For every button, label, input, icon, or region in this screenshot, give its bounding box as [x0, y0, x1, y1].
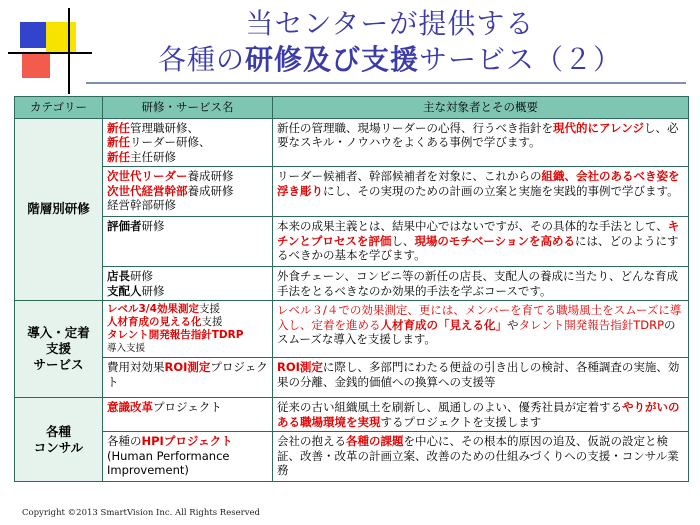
- description-cell: 会社の抱える各種の課題を中心に、その根本的原因の追及、仮説の設定と検証、改善・改革の計画立案、改善のための仕組みづくりへの支援・コンサル業務: [273, 432, 689, 482]
- service-cell: 費用対効果ROI測定プロジェクト: [103, 358, 273, 398]
- table-row: [15, 217, 689, 267]
- service-cell: 評価者研修: [103, 217, 273, 267]
- header-description: 主な対象者とその概要: [273, 97, 689, 119]
- category-implementation: 導入・定着 支援 サービス: [15, 301, 103, 398]
- service-cell: レベル3/4効果測定支援 人材育成の見える化支援 タレント開発報告指針TDRP 導入支援: [103, 301, 273, 358]
- page-title: [100, 6, 680, 78]
- copyright-text: Copyright ©2013 SmartVision Inc. All Rights Reserved: [22, 508, 260, 518]
- logo-block-blue: [20, 22, 46, 48]
- title-line-1: 当センターが提供する: [245, 7, 535, 40]
- table-row: [15, 398, 689, 432]
- description-cell: リーダー候補者、幹部候補者を対象に、これからの組織、会社のあるべき姿を浮き彫りにし、その実現のための計画の立案と実施を実践的事例で学びます。: [273, 167, 689, 217]
- table-row: [15, 432, 689, 482]
- description-cell: レベル３/４での効果測定、更には、メンバーを育てる職場風土をスムーズに導入し、定着を進める人材育成の「見える化」やタレント開発報告指針TDRPのスムーズな導入を支援します。: [273, 301, 689, 358]
- table-row: [15, 301, 689, 358]
- table-row: [15, 118, 689, 167]
- description-cell: 新任の管理職、現場リーダーの心得、行うべき指針を現代的にアレンジし、必要なスキル・ノウハウをよくある事例で学びます。: [273, 118, 689, 167]
- header-service: 研修・サービス名: [103, 97, 273, 119]
- logo-line-vertical: [68, 8, 70, 94]
- logo-block-red: [22, 52, 50, 78]
- description-cell: 外食チェーン、コンビニ等の新任の店長、支配人の養成に当たり、どんな育成手法をとるべきなのか効果的手法を学ぶコースです。: [273, 267, 689, 301]
- description-cell: 従来の古い組織風土を刷新し、風通しのよい、優秀社員が定着するやりがいのある職場環境を実現するプロジェクトを支援します: [273, 398, 689, 432]
- service-cell: 新任管理職研修、 新任リーダー研修、 新任主任研修: [103, 118, 273, 167]
- services-table: [14, 96, 689, 482]
- category-consulting: 各種 コンサル: [15, 398, 103, 482]
- logo-block-yellow: [46, 22, 76, 52]
- title-line-2: 各種の研修及び支援サービス（２）: [157, 43, 623, 76]
- service-cell: 次世代リーダー養成研修 次世代経営幹部養成研修 経営幹部研修: [103, 167, 273, 217]
- logo-line-horizontal: [8, 52, 92, 54]
- category-hierarchical: 階層別研修: [15, 118, 103, 301]
- service-cell: 意識改革プロジェクト: [103, 398, 273, 432]
- description-cell: ROI測定に際し、多部門にわたる便益の引き出しの検討、各種調査の実施、効果の分離、金銭的価値への換算への支援等: [273, 358, 689, 398]
- service-cell: 店長研修 支配人研修: [103, 267, 273, 301]
- table-row: [15, 358, 689, 398]
- table-row: [15, 267, 689, 301]
- service-cell: 各種のHPIプロジェクト (Human Performance Improvement): [103, 432, 273, 482]
- table-row: [15, 167, 689, 217]
- table-header-row: [15, 97, 689, 119]
- title-divider: [86, 82, 686, 84]
- description-cell: 本来の成果主義とは、結果中心ではないですが、その具体的な手法として、キチンとプロセスを評価し、現場のモチベーションを高めるには、どのようにするべきかの基本を学びます。: [273, 217, 689, 267]
- header-category: カテゴリー: [15, 97, 103, 119]
